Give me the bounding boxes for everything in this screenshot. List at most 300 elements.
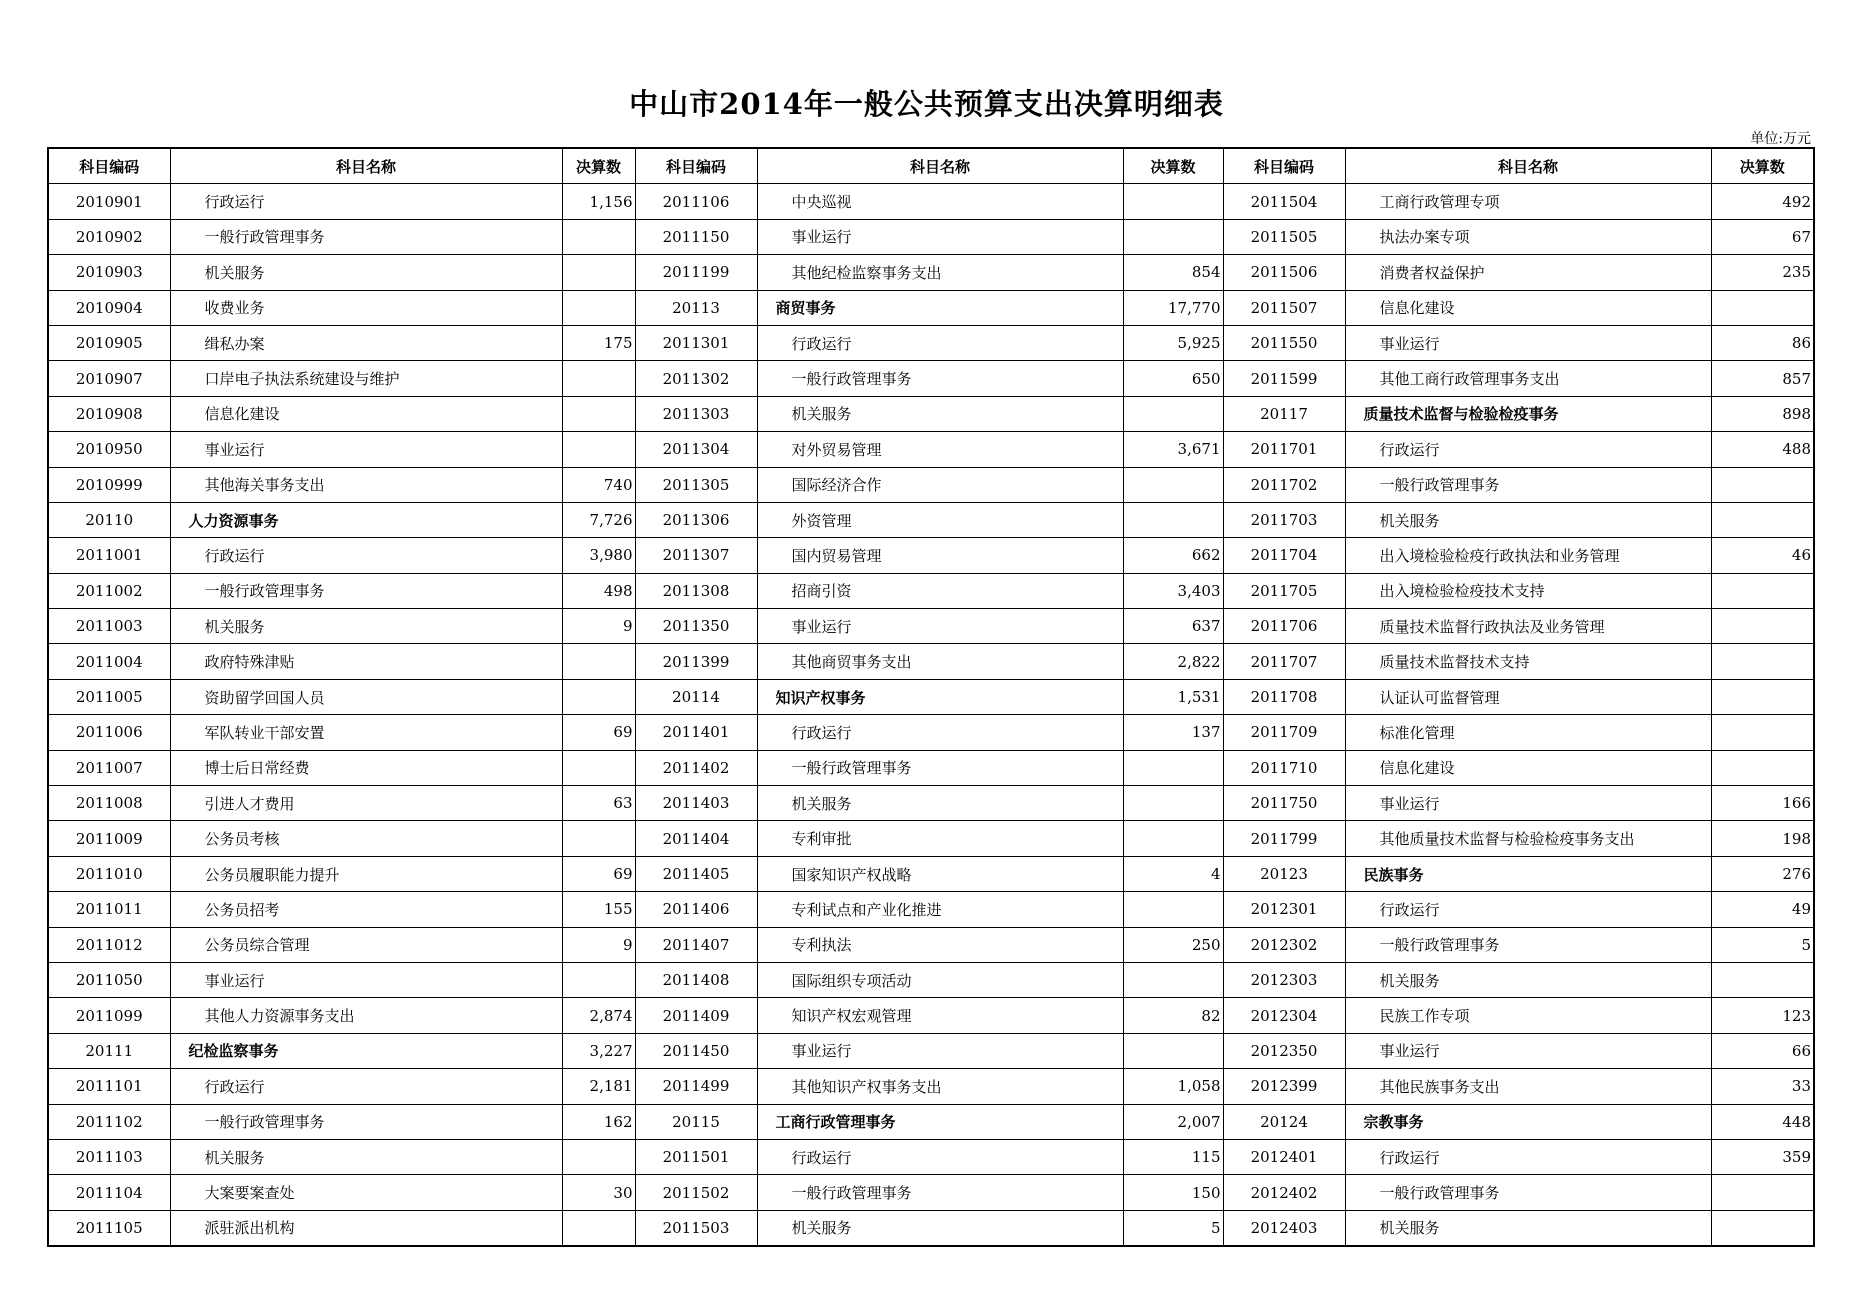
subject-name: 中央巡视 [757, 184, 1123, 219]
header-code: 科目编码 [635, 148, 757, 184]
subject-name: 民族工作专项 [1345, 998, 1711, 1033]
final-amount [562, 290, 635, 325]
final-amount [1123, 821, 1223, 856]
final-amount: 49 [1711, 892, 1814, 927]
final-amount: 857 [1711, 361, 1814, 396]
subject-name: 其他海关事务支出 [170, 467, 562, 502]
subject-code: 20124 [1223, 1104, 1345, 1139]
subject-name: 国家知识产权战略 [757, 856, 1123, 891]
subject-name: 其他人力资源事务支出 [170, 998, 562, 1033]
subject-code: 2011001 [48, 538, 170, 573]
subject-name: 专利执法 [757, 927, 1123, 962]
table-row [48, 432, 1814, 467]
final-amount: 7,726 [562, 502, 635, 537]
final-amount [562, 255, 635, 290]
subject-code: 2011799 [1223, 821, 1345, 856]
subject-code: 2010950 [48, 432, 170, 467]
subject-name: 公务员招考 [170, 892, 562, 927]
final-amount [1711, 962, 1814, 997]
final-amount [562, 432, 635, 467]
subject-code: 2011308 [635, 573, 757, 608]
subject-category-name: 知识产权事务 [757, 679, 1123, 714]
subject-name: 一般行政管理事务 [170, 1104, 562, 1139]
subject-code: 2011005 [48, 679, 170, 714]
subject-name: 事业运行 [1345, 325, 1711, 360]
final-amount [1711, 679, 1814, 714]
subject-code: 2010999 [48, 467, 170, 502]
subject-code: 2011399 [635, 644, 757, 679]
subject-name: 执法办案专项 [1345, 219, 1711, 254]
subject-name: 收费业务 [170, 290, 562, 325]
subject-name: 信息化建设 [170, 396, 562, 431]
table-row [48, 361, 1814, 396]
table-row [48, 1069, 1814, 1104]
subject-name: 其他纪检监察事务支出 [757, 255, 1123, 290]
final-amount: 854 [1123, 255, 1223, 290]
subject-category-name: 人力资源事务 [170, 502, 562, 537]
subject-code: 2011050 [48, 962, 170, 997]
subject-name: 机关服务 [170, 609, 562, 644]
subject-name: 专利审批 [757, 821, 1123, 856]
subject-code: 2011503 [635, 1210, 757, 1246]
subject-name: 行政运行 [1345, 1139, 1711, 1174]
final-amount: 162 [562, 1104, 635, 1139]
final-amount: 498 [562, 573, 635, 608]
final-amount: 175 [562, 325, 635, 360]
final-amount [1711, 1175, 1814, 1210]
subject-name: 一般行政管理事务 [757, 750, 1123, 785]
subject-code: 2011450 [635, 1033, 757, 1068]
final-amount [562, 750, 635, 785]
final-amount: 2,181 [562, 1069, 635, 1104]
final-amount [562, 1139, 635, 1174]
subject-code: 2011199 [635, 255, 757, 290]
subject-name: 资助留学回国人员 [170, 679, 562, 714]
subject-name: 行政运行 [1345, 892, 1711, 927]
table-row [48, 962, 1814, 997]
table-row [48, 184, 1814, 219]
subject-name: 机关服务 [1345, 502, 1711, 537]
subject-name: 公务员考核 [170, 821, 562, 856]
subject-code: 2011501 [635, 1139, 757, 1174]
subject-name: 机关服务 [757, 396, 1123, 431]
subject-name: 机关服务 [170, 255, 562, 290]
subject-name: 事业运行 [1345, 786, 1711, 821]
subject-code: 20110 [48, 502, 170, 537]
subject-code: 2012302 [1223, 927, 1345, 962]
subject-code: 2011401 [635, 715, 757, 750]
subject-code: 2012401 [1223, 1139, 1345, 1174]
subject-name: 行政运行 [757, 325, 1123, 360]
header-amount: 决算数 [562, 148, 635, 184]
final-amount [1123, 892, 1223, 927]
header-row [48, 148, 1814, 184]
subject-name: 其他民族事务支出 [1345, 1069, 1711, 1104]
final-amount: 115 [1123, 1139, 1223, 1174]
final-amount: 359 [1711, 1139, 1814, 1174]
final-amount: 137 [1123, 715, 1223, 750]
final-amount [1123, 750, 1223, 785]
subject-code: 2011350 [635, 609, 757, 644]
subject-name: 其他商贸事务支出 [757, 644, 1123, 679]
subject-code: 2011407 [635, 927, 757, 962]
subject-name: 事业运行 [757, 1033, 1123, 1068]
subject-code: 2011702 [1223, 467, 1345, 502]
subject-category-name: 工商行政管理事务 [757, 1104, 1123, 1139]
subject-code: 2010907 [48, 361, 170, 396]
final-amount: 5 [1123, 1210, 1223, 1246]
subject-name: 对外贸易管理 [757, 432, 1123, 467]
final-amount [562, 679, 635, 714]
subject-name: 一般行政管理事务 [170, 573, 562, 608]
final-amount [1123, 184, 1223, 219]
table-row [48, 538, 1814, 573]
subject-category-name: 商贸事务 [757, 290, 1123, 325]
final-amount: 66 [1711, 1033, 1814, 1068]
subject-name: 事业运行 [170, 432, 562, 467]
final-amount: 898 [1711, 396, 1814, 431]
final-amount: 3,980 [562, 538, 635, 573]
final-amount [1711, 467, 1814, 502]
final-amount [1711, 573, 1814, 608]
table-row [48, 892, 1814, 927]
table-row [48, 467, 1814, 502]
subject-code: 2011012 [48, 927, 170, 962]
subject-name: 一般行政管理事务 [757, 1175, 1123, 1210]
final-amount: 276 [1711, 856, 1814, 891]
subject-code: 2012304 [1223, 998, 1345, 1033]
header-name: 科目名称 [757, 148, 1123, 184]
final-amount [1711, 750, 1814, 785]
final-amount [1711, 1210, 1814, 1246]
subject-code: 2011550 [1223, 325, 1345, 360]
subject-code: 2011301 [635, 325, 757, 360]
subject-code: 2011705 [1223, 573, 1345, 608]
table-row [48, 255, 1814, 290]
subject-name: 行政运行 [170, 184, 562, 219]
table-row [48, 219, 1814, 254]
subject-name: 外资管理 [757, 502, 1123, 537]
final-amount [1123, 396, 1223, 431]
table-row [48, 998, 1814, 1033]
subject-name: 行政运行 [170, 538, 562, 573]
final-amount: 5 [1711, 927, 1814, 962]
subject-name: 其他知识产权事务支出 [757, 1069, 1123, 1104]
final-amount [562, 219, 635, 254]
subject-code: 2011502 [635, 1175, 757, 1210]
subject-name: 质量技术监督行政执法及业务管理 [1345, 609, 1711, 644]
subject-name: 一般行政管理事务 [170, 219, 562, 254]
final-amount [1711, 644, 1814, 679]
subject-code: 2012303 [1223, 962, 1345, 997]
unit-label: 单位:万元 [1750, 131, 1811, 147]
final-amount: 9 [562, 609, 635, 644]
subject-code: 2011707 [1223, 644, 1345, 679]
subject-code: 2011703 [1223, 502, 1345, 537]
final-amount: 63 [562, 786, 635, 821]
subject-code: 20123 [1223, 856, 1345, 891]
subject-code: 2011306 [635, 502, 757, 537]
final-amount: 2,822 [1123, 644, 1223, 679]
final-amount [1711, 609, 1814, 644]
subject-name: 行政运行 [757, 1139, 1123, 1174]
subject-name: 认证认可监督管理 [1345, 679, 1711, 714]
subject-name: 其他质量技术监督与检验检疫事务支出 [1345, 821, 1711, 856]
table-row [48, 1104, 1814, 1139]
subject-name: 信息化建设 [1345, 290, 1711, 325]
subject-code: 2011507 [1223, 290, 1345, 325]
subject-name: 消费者权益保护 [1345, 255, 1711, 290]
final-amount [1123, 467, 1223, 502]
subject-name: 口岸电子执法系统建设与维护 [170, 361, 562, 396]
subject-name: 机关服务 [170, 1139, 562, 1174]
final-amount: 448 [1711, 1104, 1814, 1139]
final-amount: 2,874 [562, 998, 635, 1033]
subject-code: 2011403 [635, 786, 757, 821]
final-amount: 3,671 [1123, 432, 1223, 467]
table-row [48, 1210, 1814, 1246]
table-row [48, 644, 1814, 679]
subject-name: 一般行政管理事务 [1345, 927, 1711, 962]
table-row [48, 679, 1814, 714]
subject-category-name: 纪检监察事务 [170, 1033, 562, 1068]
final-amount: 3,227 [562, 1033, 635, 1068]
final-amount: 166 [1711, 786, 1814, 821]
subject-code: 2011710 [1223, 750, 1345, 785]
subject-name: 信息化建设 [1345, 750, 1711, 785]
subject-code: 2012301 [1223, 892, 1345, 927]
subject-code: 2011009 [48, 821, 170, 856]
subject-name: 机关服务 [757, 786, 1123, 821]
table-row [48, 325, 1814, 360]
subject-code: 2011011 [48, 892, 170, 927]
final-amount: 662 [1123, 538, 1223, 573]
subject-name: 工商行政管理专项 [1345, 184, 1711, 219]
subject-code: 20114 [635, 679, 757, 714]
final-amount: 30 [562, 1175, 635, 1210]
final-amount: 69 [562, 856, 635, 891]
table-row [48, 715, 1814, 750]
subject-name: 缉私办案 [170, 325, 562, 360]
final-amount: 86 [1711, 325, 1814, 360]
subject-code: 2011504 [1223, 184, 1345, 219]
final-amount: 155 [562, 892, 635, 927]
final-amount: 9 [562, 927, 635, 962]
subject-code: 2012402 [1223, 1175, 1345, 1210]
subject-name: 其他工商行政管理事务支出 [1345, 361, 1711, 396]
subject-code: 20111 [48, 1033, 170, 1068]
subject-name: 派驻派出机构 [170, 1210, 562, 1246]
subject-name: 事业运行 [170, 962, 562, 997]
subject-name: 招商引资 [757, 573, 1123, 608]
subject-code: 2011103 [48, 1139, 170, 1174]
subject-code: 2011102 [48, 1104, 170, 1139]
header-code: 科目编码 [1223, 148, 1345, 184]
subject-code: 2011701 [1223, 432, 1345, 467]
subject-code: 2011750 [1223, 786, 1345, 821]
final-amount: 150 [1123, 1175, 1223, 1210]
table-row [48, 786, 1814, 821]
header-amount: 决算数 [1711, 148, 1814, 184]
subject-code: 2011505 [1223, 219, 1345, 254]
table-row [48, 396, 1814, 431]
final-amount [1711, 290, 1814, 325]
table-row [48, 750, 1814, 785]
final-amount [562, 821, 635, 856]
subject-code: 2011405 [635, 856, 757, 891]
subject-code: 2011704 [1223, 538, 1345, 573]
table-row [48, 1033, 1814, 1068]
final-amount: 235 [1711, 255, 1814, 290]
subject-category-name: 民族事务 [1345, 856, 1711, 891]
table-row [48, 573, 1814, 608]
subject-code: 2011105 [48, 1210, 170, 1246]
subject-code: 2010905 [48, 325, 170, 360]
final-amount [1123, 1033, 1223, 1068]
subject-code: 2011002 [48, 573, 170, 608]
subject-code: 20117 [1223, 396, 1345, 431]
subject-name: 公务员综合管理 [170, 927, 562, 962]
final-amount: 1,156 [562, 184, 635, 219]
page-title: 中山市2014年一般公共预算支出决算明细表 [629, 87, 1224, 121]
subject-name: 出入境检验检疫技术支持 [1345, 573, 1711, 608]
subject-code: 2011706 [1223, 609, 1345, 644]
subject-name: 出入境检验检疫行政执法和业务管理 [1345, 538, 1711, 573]
subject-code: 2011599 [1223, 361, 1345, 396]
final-amount [1123, 786, 1223, 821]
final-amount [1123, 962, 1223, 997]
subject-code: 2012350 [1223, 1033, 1345, 1068]
subject-code: 2010908 [48, 396, 170, 431]
table-row [48, 609, 1814, 644]
final-amount [562, 396, 635, 431]
header-amount: 决算数 [1123, 148, 1223, 184]
final-amount: 198 [1711, 821, 1814, 856]
final-amount: 46 [1711, 538, 1814, 573]
subject-name: 国际组织专项活动 [757, 962, 1123, 997]
final-amount: 4 [1123, 856, 1223, 891]
final-amount: 33 [1711, 1069, 1814, 1104]
table-row [48, 1175, 1814, 1210]
final-amount [1123, 502, 1223, 537]
subject-name: 大案要案查处 [170, 1175, 562, 1210]
final-amount: 123 [1711, 998, 1814, 1033]
subject-name: 引进人才费用 [170, 786, 562, 821]
subject-code: 2011304 [635, 432, 757, 467]
subject-name: 博士后日常经费 [170, 750, 562, 785]
final-amount: 3,403 [1123, 573, 1223, 608]
table-row [48, 821, 1814, 856]
subject-category-name: 质量技术监督与检验检疫事务 [1345, 396, 1711, 431]
subject-name: 事业运行 [757, 609, 1123, 644]
final-amount: 17,770 [1123, 290, 1223, 325]
subject-code: 2011406 [635, 892, 757, 927]
subject-name: 国内贸易管理 [757, 538, 1123, 573]
subject-code: 2011302 [635, 361, 757, 396]
subject-code: 2011708 [1223, 679, 1345, 714]
header-code: 科目编码 [48, 148, 170, 184]
subject-code: 2011008 [48, 786, 170, 821]
subject-code: 2010902 [48, 219, 170, 254]
subject-code: 2011006 [48, 715, 170, 750]
subject-code: 2011010 [48, 856, 170, 891]
final-amount [562, 962, 635, 997]
subject-name: 公务员履职能力提升 [170, 856, 562, 891]
subject-code: 2011402 [635, 750, 757, 785]
subject-name: 标准化管理 [1345, 715, 1711, 750]
final-amount: 650 [1123, 361, 1223, 396]
header-name: 科目名称 [170, 148, 562, 184]
subject-code: 2011099 [48, 998, 170, 1033]
subject-code: 2011404 [635, 821, 757, 856]
subject-code: 20115 [635, 1104, 757, 1139]
subject-name: 知识产权宏观管理 [757, 998, 1123, 1033]
subject-code: 2011506 [1223, 255, 1345, 290]
table-row [48, 1139, 1814, 1174]
subject-code: 2011007 [48, 750, 170, 785]
table-row [48, 290, 1814, 325]
subject-code: 20113 [635, 290, 757, 325]
final-amount: 1,058 [1123, 1069, 1223, 1104]
final-amount: 492 [1711, 184, 1814, 219]
subject-code: 2011709 [1223, 715, 1345, 750]
subject-code: 2011307 [635, 538, 757, 573]
table-row [48, 927, 1814, 962]
subject-code: 2011150 [635, 219, 757, 254]
subject-name: 专利试点和产业化推进 [757, 892, 1123, 927]
final-amount [1711, 502, 1814, 537]
final-amount [562, 1210, 635, 1246]
final-amount: 67 [1711, 219, 1814, 254]
subject-name: 行政运行 [170, 1069, 562, 1104]
final-amount [1123, 219, 1223, 254]
subject-name: 政府特殊津贴 [170, 644, 562, 679]
subject-name: 行政运行 [757, 715, 1123, 750]
subject-code: 2011408 [635, 962, 757, 997]
subject-code: 2012403 [1223, 1210, 1345, 1246]
subject-name: 一般行政管理事务 [1345, 1175, 1711, 1210]
final-amount: 2,007 [1123, 1104, 1223, 1139]
final-amount: 250 [1123, 927, 1223, 962]
table-row [48, 856, 1814, 891]
subject-code: 2011106 [635, 184, 757, 219]
subject-code: 2010904 [48, 290, 170, 325]
final-amount: 488 [1711, 432, 1814, 467]
subject-code: 2010903 [48, 255, 170, 290]
subject-code: 2011499 [635, 1069, 757, 1104]
table-row [48, 502, 1814, 537]
subject-name: 机关服务 [1345, 1210, 1711, 1246]
subject-code: 2012399 [1223, 1069, 1345, 1104]
subject-name: 事业运行 [757, 219, 1123, 254]
final-amount: 740 [562, 467, 635, 502]
subject-name: 质量技术监督技术支持 [1345, 644, 1711, 679]
subject-code: 2011303 [635, 396, 757, 431]
subject-name: 机关服务 [757, 1210, 1123, 1246]
subject-code: 2011004 [48, 644, 170, 679]
subject-name: 一般行政管理事务 [1345, 467, 1711, 502]
final-amount: 1,531 [1123, 679, 1223, 714]
table-body [48, 184, 1814, 1246]
header-name: 科目名称 [1345, 148, 1711, 184]
subject-name: 一般行政管理事务 [757, 361, 1123, 396]
subject-code: 2011305 [635, 467, 757, 502]
final-amount [1711, 715, 1814, 750]
final-amount: 69 [562, 715, 635, 750]
subject-name: 军队转业干部安置 [170, 715, 562, 750]
final-amount: 637 [1123, 609, 1223, 644]
subject-code: 2011101 [48, 1069, 170, 1104]
